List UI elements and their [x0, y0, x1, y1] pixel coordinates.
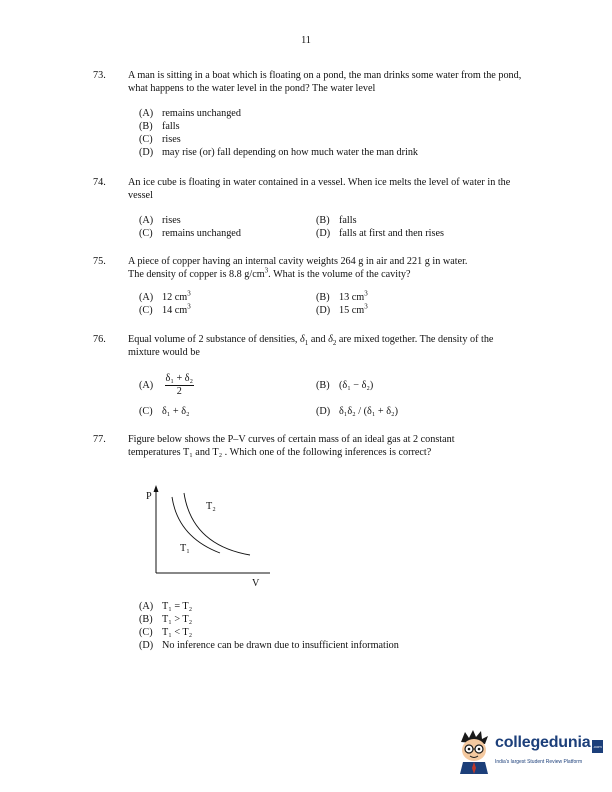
option-a: (A) T₁ = T₂	[139, 601, 193, 612]
option-b: (B) (δ₁ − δ₂)	[316, 380, 374, 391]
pv-graph	[140, 485, 280, 595]
logo-tagline: India's largest Student Review Platform	[495, 759, 583, 765]
y-axis-label: P	[146, 491, 152, 502]
option-a: (A) $\frac{\text{δ₁ + δ₂}}{2}$	[139, 373, 194, 397]
question-number: 74.	[93, 177, 106, 188]
collegedunia-logo[interactable]	[455, 728, 605, 778]
question-text: Figure below shows the P–V curves of certain mass of an ideal gas at 2 constant temperatures T₁ and T₂ . Which one of the following inferences is correct?	[128, 434, 455, 458]
curve-t2-label: T₂	[206, 501, 216, 512]
option-a: (A) 12 $cm^3$	[139, 289, 191, 303]
option-c: (C) rises	[139, 134, 181, 145]
question-76	[93, 333, 523, 421]
question-text: Equal volume of 2 substance of densities, $\delta_1$ and $\delta_2$ are mixed together. The density of the mixture would be	[128, 334, 494, 358]
question-number: 75.	[93, 256, 106, 267]
option-d: (D) may rise (or) fall depending on how much water the man drink	[139, 147, 419, 158]
question-75	[93, 255, 523, 317]
question-77	[93, 433, 523, 459]
option-d: (D) No inference can be drawn due to insufficient information	[139, 640, 399, 651]
question-number: 73.	[93, 70, 106, 81]
option-b: (B) 13 $cm^3$	[316, 289, 368, 303]
options-grid	[139, 367, 523, 421]
option-a: (A) rises	[139, 215, 181, 226]
question-text: A piece of copper having an internal cavity weights 264 g in air and 221 g in water. The density of copper is 8.8 $g/cm^3$. What is the volume of the cavity?	[128, 256, 468, 280]
option-c: (C) remains unchanged	[139, 228, 241, 239]
fraction: $\frac{\text{δ₁ + δ₂}}{2}$	[165, 373, 194, 397]
logo-text: collegedunia	[495, 734, 591, 751]
option-b: (B) falls	[316, 215, 357, 226]
question-73	[93, 69, 523, 159]
options-list	[139, 107, 523, 159]
option-d: (D) falls at first and then rises	[316, 228, 444, 239]
y-axis-arrow	[154, 485, 159, 492]
option-d: (D) 15 $cm^3$	[316, 302, 368, 316]
question-74	[93, 176, 523, 240]
curve-t1-label: T₁	[180, 543, 190, 554]
question-text: A man is sitting in a boat which is floating on a pond, the man drinks some water from the pond, what happens to the water level in the pond? The water level	[128, 70, 522, 94]
option-c: (C) T₁ < T₂	[139, 627, 193, 638]
option-b: (B) falls	[139, 121, 180, 132]
option-c: (C) δ₁ + δ₂	[139, 406, 190, 417]
page-number: 11	[301, 35, 311, 46]
question-77-options	[139, 600, 399, 652]
question-text: An ice cube is floating in water contained in a vessel. When ice melts the level of water in the vessel	[128, 177, 511, 201]
question-number: 77.	[93, 434, 106, 445]
options-grid	[139, 291, 523, 317]
curve-t2	[184, 493, 250, 555]
mascot-icon	[455, 728, 493, 776]
option-c: (C) 14 $cm^3$	[139, 302, 191, 316]
option-b: (B) T₁ > T₂	[139, 614, 193, 625]
x-axis-label: V	[252, 578, 260, 589]
option-a: (A) remains unchanged	[139, 108, 241, 119]
options-grid	[139, 214, 523, 240]
question-number: 76.	[93, 334, 106, 345]
option-d: (D) δ₁δ₂ / (δ₁ + δ₂)	[316, 406, 398, 417]
logo-badge: .com	[592, 740, 603, 753]
